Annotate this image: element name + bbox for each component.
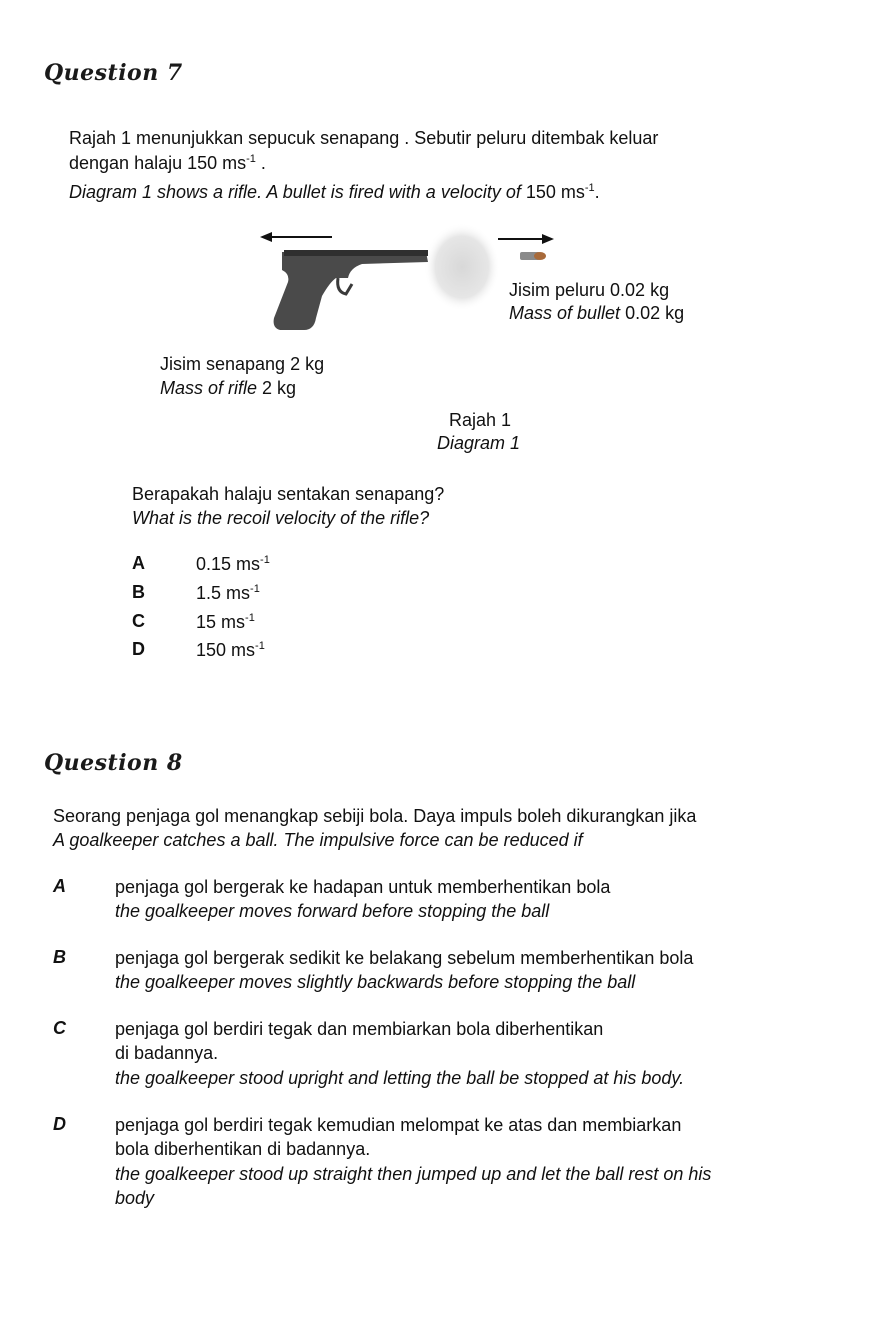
- option-letter: A: [53, 876, 66, 896]
- question-8-heading: Question 8: [44, 750, 183, 776]
- bullet-velocity-arrow-icon: [498, 234, 554, 244]
- bullet-mass-english: Mass of bullet 0.02 kg: [509, 303, 685, 323]
- q7-question-malay: Berapakah halaju sentakan senapang?: [132, 484, 445, 504]
- q7-stem-english: Diagram 1 shows a rifle. A bullet is fired with a velocity of 150 $ms^{-1}$.: [69, 182, 600, 202]
- option-text-malay: penjaga gol bergerak ke hadapan untuk memberhentikan bola: [115, 877, 611, 897]
- option-text-malay-line2: bola diberhentikan di badannya.: [115, 1139, 371, 1159]
- rifle-mass-malay: Jisim senapang 2 kg: [160, 354, 325, 374]
- question-7-heading: Question 7: [44, 60, 183, 86]
- option-letter: B: [53, 947, 66, 967]
- q8-stem-malay: Seorang penjaga gol menangkap sebiji bola. Daya impuls boleh dikurangkan jika: [53, 806, 697, 826]
- diagram-caption-malay: Rajah 1: [449, 410, 512, 430]
- option-value: 150 $ms^{-1}$: [196, 640, 265, 660]
- option-text-english-line2: body: [115, 1188, 155, 1208]
- option-text-malay: penjaga gol bergerak sedikit ke belakang sebelum memberhentikan bola: [115, 948, 694, 968]
- rifle-mass-english: Mass of rifle 2 kg: [160, 378, 297, 398]
- option-letter: C: [53, 1018, 66, 1038]
- option-text-malay-line2: di badannya.: [115, 1043, 219, 1063]
- q7-stem-malay-line2: dengan halaju 150 $ms^{-1}$ .: [69, 153, 266, 173]
- option-letter: A: [132, 553, 145, 573]
- option-text-malay-line1: penjaga gol berdiri tegak dan membiarkan bola diberhentikan: [115, 1019, 604, 1039]
- option-letter: D: [53, 1114, 66, 1134]
- recoil-arrow-icon: [260, 232, 332, 242]
- option-text-english: the goalkeeper moves forward before stopping the ball: [115, 901, 550, 921]
- diagram-caption-english: Diagram 1: [437, 433, 521, 453]
- option-letter: B: [132, 582, 145, 602]
- q8-stem-english: A goalkeeper catches a ball. The impulsive force can be reduced if: [53, 830, 583, 850]
- option-letter: D: [132, 639, 145, 659]
- q7-question-english: What is the recoil velocity of the rifle?: [132, 508, 430, 528]
- bullet-icon: [520, 252, 546, 260]
- option-text-english-line1: the goalkeeper stood up straight then jumped up and let the ball rest on his: [115, 1164, 712, 1184]
- muzzle-smoke-icon: [424, 223, 500, 311]
- option-value: 15 $ms^{-1}$: [196, 612, 255, 632]
- q7-stem-malay-line1: Rajah 1 menunjukkan sepucuk senapang . Sebutir peluru ditembak keluar: [69, 128, 659, 148]
- option-text-english: the goalkeeper moves slightly backwards before stopping the ball: [115, 972, 636, 992]
- bullet-mass-malay: Jisim peluru 0.02 kg: [509, 280, 670, 300]
- option-letter: C: [132, 611, 145, 631]
- option-value: 1.5 $ms^{-1}$: [196, 583, 260, 603]
- option-text-malay-line1: penjaga gol berdiri tegak kemudian melompat ke atas dan membiarkan: [115, 1115, 682, 1135]
- option-text-english: the goalkeeper stood upright and letting the ball be stopped at his body.: [115, 1068, 685, 1088]
- option-value: 0.15 $ms^{-1}$: [196, 554, 270, 574]
- rifle-icon: [274, 252, 428, 330]
